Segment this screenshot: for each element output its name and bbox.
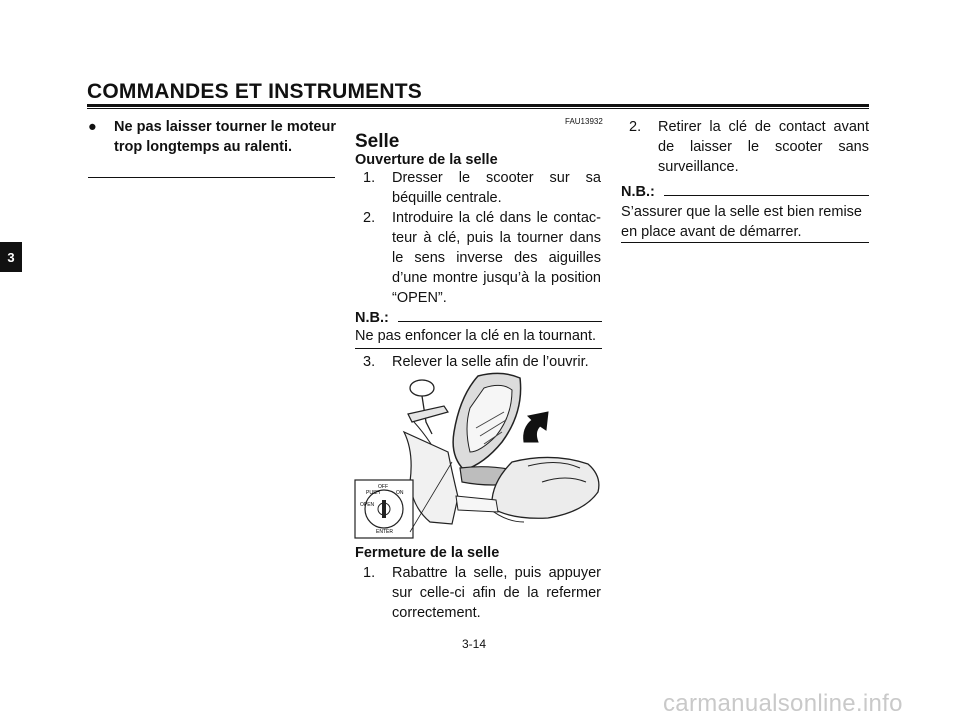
warning-item: [88, 117, 336, 157]
step-text: Retirer la clé de contact avant de laisser le scooter sans surveillance.: [658, 119, 869, 175]
opening-step-2: [363, 208, 601, 308]
figure-label-on: ON: [396, 490, 404, 496]
step-number: 2.: [629, 119, 642, 135]
note-end-rule: [355, 348, 602, 349]
section-code: FAU13932: [565, 117, 603, 126]
step-number: 2.: [363, 210, 376, 226]
warning-end-rule: [88, 177, 335, 178]
closing-step-2: [629, 117, 869, 177]
section-title: Selle: [355, 131, 400, 152]
watermark: carmanualsonline.info: [663, 690, 903, 717]
header-rule-thin: [87, 108, 869, 109]
note-rule: [398, 321, 602, 322]
opening-note-label: N.B.:: [355, 310, 389, 326]
note-end-rule: [621, 242, 869, 243]
closing-step-1: [363, 563, 601, 623]
closing-note-label: N.B.:: [621, 184, 655, 200]
step-text: Rabattre la selle, puis appuyer sur celle-ci afin de la refermer correctement.: [392, 565, 601, 621]
closing-note-text: S’assurer que la selle est bien remise en place avant de démarrer.: [621, 204, 862, 240]
opening-step-1: [363, 168, 601, 208]
step-number: 1.: [363, 170, 376, 186]
opening-step-3: [363, 352, 601, 372]
step-text: Relever la selle afin de l’ouvrir.: [392, 354, 589, 370]
page-header-title: COMMANDES ET INSTRUMENTS: [87, 80, 422, 103]
opening-note-text: Ne pas enfoncer la clé en la tournant.: [355, 328, 597, 344]
opening-heading: Ouverture de la selle: [355, 152, 498, 168]
figure-label-open: OPEN: [360, 502, 375, 508]
header-rule: [87, 104, 869, 107]
step-number: 1.: [363, 565, 376, 581]
figure-label-push: PUSH: [366, 490, 380, 496]
chapter-tab: 3: [0, 242, 22, 272]
scooter-seat-figure: [352, 372, 604, 542]
figure-label-enter: ENTER: [376, 529, 393, 535]
bullet-icon: ●: [88, 119, 97, 135]
page-number: 3-14: [462, 637, 487, 651]
step-text: Introduire la clé dans le contacteur à clé, puis la tourner dans le sens inverse des aiguilles d’une montre jusqu’à la position “OPEN”.: [392, 210, 601, 306]
step-text: Dresser le scooter sur sa béquille centrale.: [392, 170, 601, 206]
note-rule: [664, 195, 869, 196]
step-number: 3.: [363, 354, 376, 370]
warning-text: Ne pas laisser tourner le moteur trop longtemps au ralenti.: [114, 119, 336, 155]
figure-label-off: OFF: [378, 484, 388, 490]
closing-heading: Fermeture de la selle: [355, 545, 500, 561]
